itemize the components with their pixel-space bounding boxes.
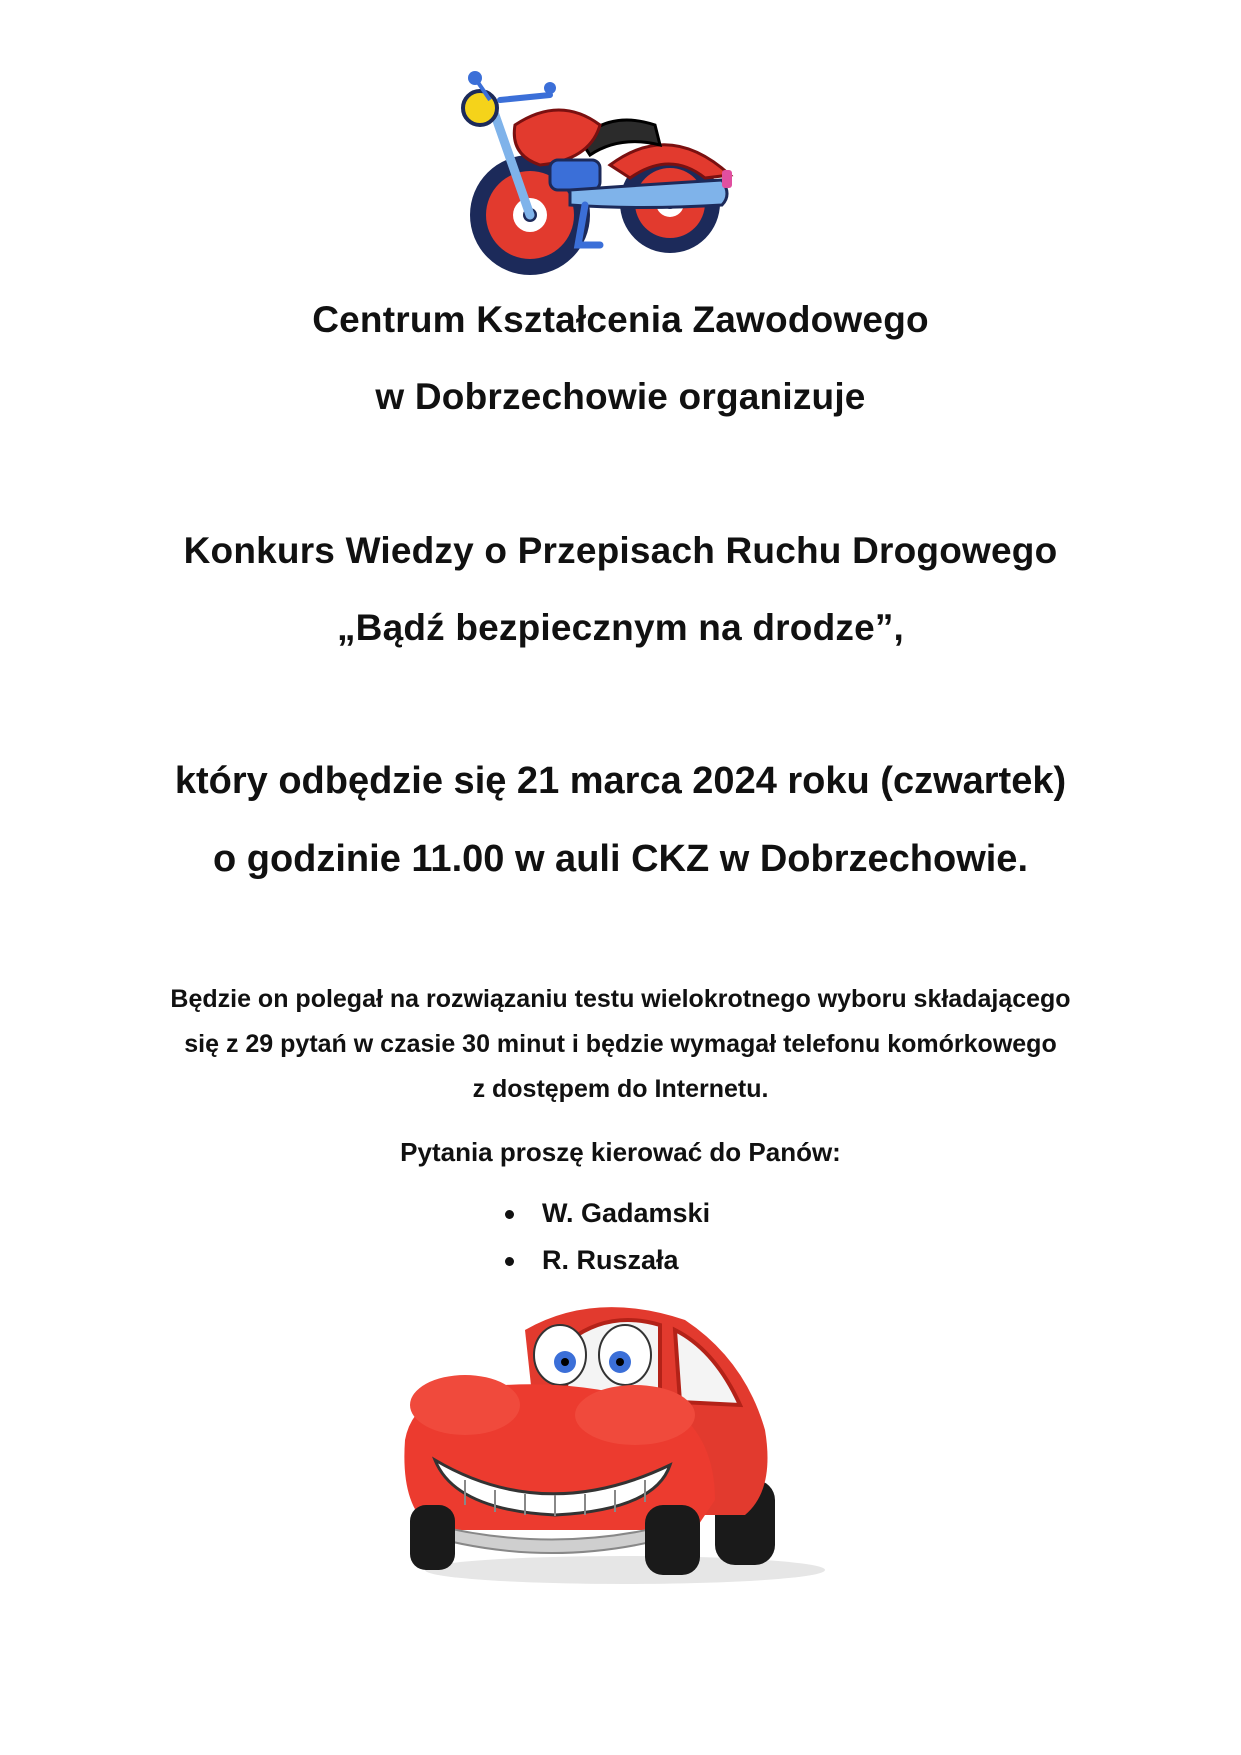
motorcycle-illustration <box>460 70 780 280</box>
organizer-line-2: w Dobrzechowie organizuje <box>375 376 866 417</box>
contacts-list <box>505 1190 710 1284</box>
list-item <box>505 1237 710 1284</box>
event-place-line: o godzinie 11.00 w auli CKZ w Dobrzechowie. <box>212 838 1029 880</box>
organizer-line-1: Centrum Kształcenia Zawodowego <box>312 299 929 340</box>
description-line-3: z dostępem do Internetu. <box>472 1075 769 1103</box>
bullet-icon <box>505 1257 514 1266</box>
contact-name: W. Gadamski <box>542 1198 711 1228</box>
car-illustration <box>395 1290 835 1590</box>
contest-title: Konkurs Wiedzy o Przepisach Ruchu Drogowego <box>183 530 1058 571</box>
bullet-icon <box>505 1210 514 1219</box>
contest-slogan: „Bądź bezpiecznym na drodze”, <box>336 607 905 648</box>
description-line-2: się z 29 pytań w czasie 30 minut i będzie wymagał telefonu komórkowego <box>184 1030 1057 1058</box>
contact-name: R. Ruszała <box>542 1245 679 1275</box>
contacts-intro: Pytania proszę kierować do Panów: <box>400 1137 841 1167</box>
list-item <box>505 1190 710 1237</box>
description-line-1: Będzie on polegał na rozwiązaniu testu wielokrotnego wyboru składającego <box>170 985 1071 1013</box>
event-date-line: który odbędzie się 21 marca 2024 roku (czwartek) <box>174 760 1067 802</box>
